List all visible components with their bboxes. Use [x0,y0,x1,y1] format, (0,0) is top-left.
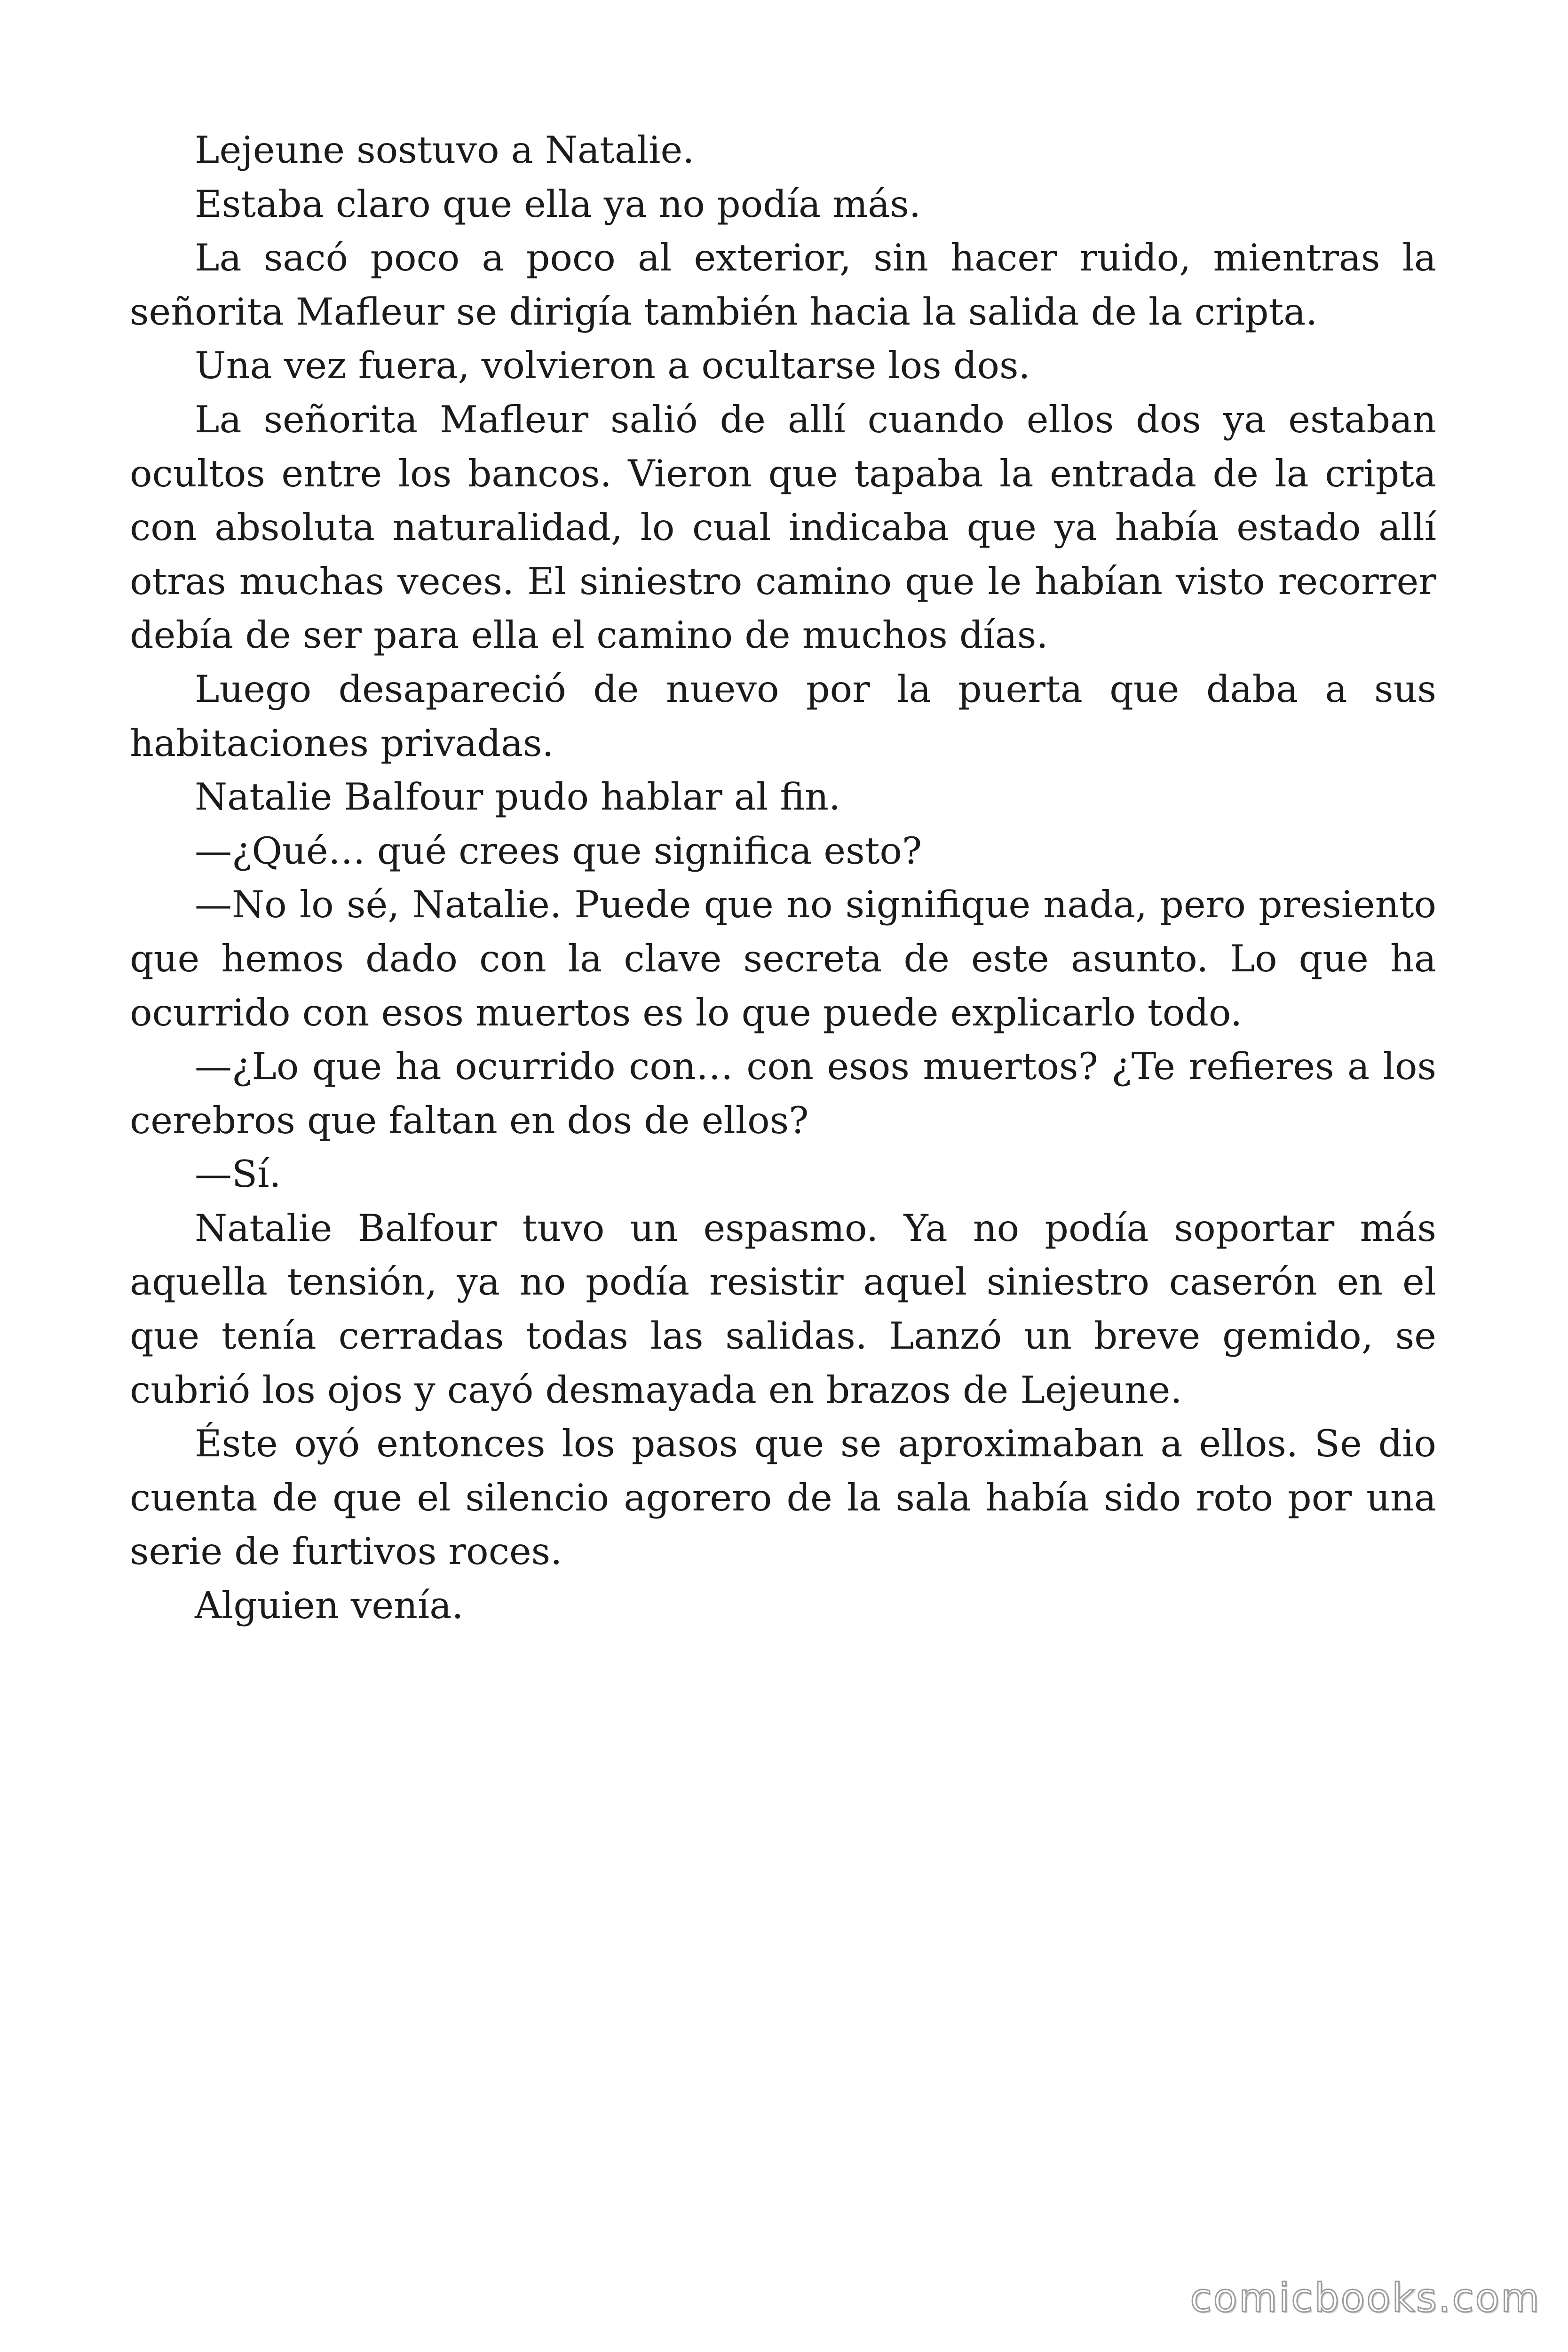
body-text [130,123,1436,1633]
paragraph: —¿Qué… qué crees que significa esto? [195,829,922,873]
paragraph: Luego desapareció de nuevo por la puerta que daba a sus habitaciones privadas. [130,667,1436,765]
paragraph: Natalie Balfour pudo hablar al fin. [195,775,841,819]
paragraph: Alguien venía. [195,1584,464,1628]
paragraph: Una vez fuera, volvieron a ocultarse los dos. [195,344,1030,388]
paragraph: La señorita Mafleur salió de allí cuando ellos dos ya estaban ocultos entre los bancos. Vieron que tapaba la entrada de la cripta con absoluta naturalidad, lo cual indicaba que ya había estado allí otras muchas veces. El siniestro camino que le habían visto recorrer debía de ser para ella el camino de muchos días. [130,397,1436,657]
paragraph: La sacó poco a poco al exterior, sin hacer ruido, mientras la señorita Mafleur se dirigía también hacia la salida de la cripta. [130,236,1436,334]
paragraph: Lejeune sostuvo a Natalie. [195,128,695,172]
paragraph: Natalie Balfour tuvo un espasmo. Ya no podía soportar más aquella tensión, ya no podía resistir aquel siniestro caserón en el que tenía cerradas todas las salidas. Lanzó un breve gemido, se cubrió los ojos y cayó desmayada en brazos de Lejeune. [130,1206,1436,1412]
paragraph: Éste oyó entonces los pasos que se aproximaban a ellos. Se dio cuenta de que el silencio agorero de la sala había sido roto por una serie de furtivos roces. [130,1422,1436,1573]
paragraph: —No lo sé, Natalie. Puede que no signifique nada, pero presiento que hemos dado con la clave secreta de este asunto. Lo que ha ocurrido con esos muertos es lo que puede explicarlo todo. [130,883,1436,1034]
paragraph: —Sí. [195,1152,281,1196]
watermark: comicbooks.com [1190,2275,1541,2321]
paragraph: —¿Lo que ha ocurrido con… con esos muertos? ¿Te refieres a los cerebros que faltan en dos de ellos? [130,1045,1436,1142]
paragraph: Estaba claro que ella ya no podía más. [195,182,921,226]
